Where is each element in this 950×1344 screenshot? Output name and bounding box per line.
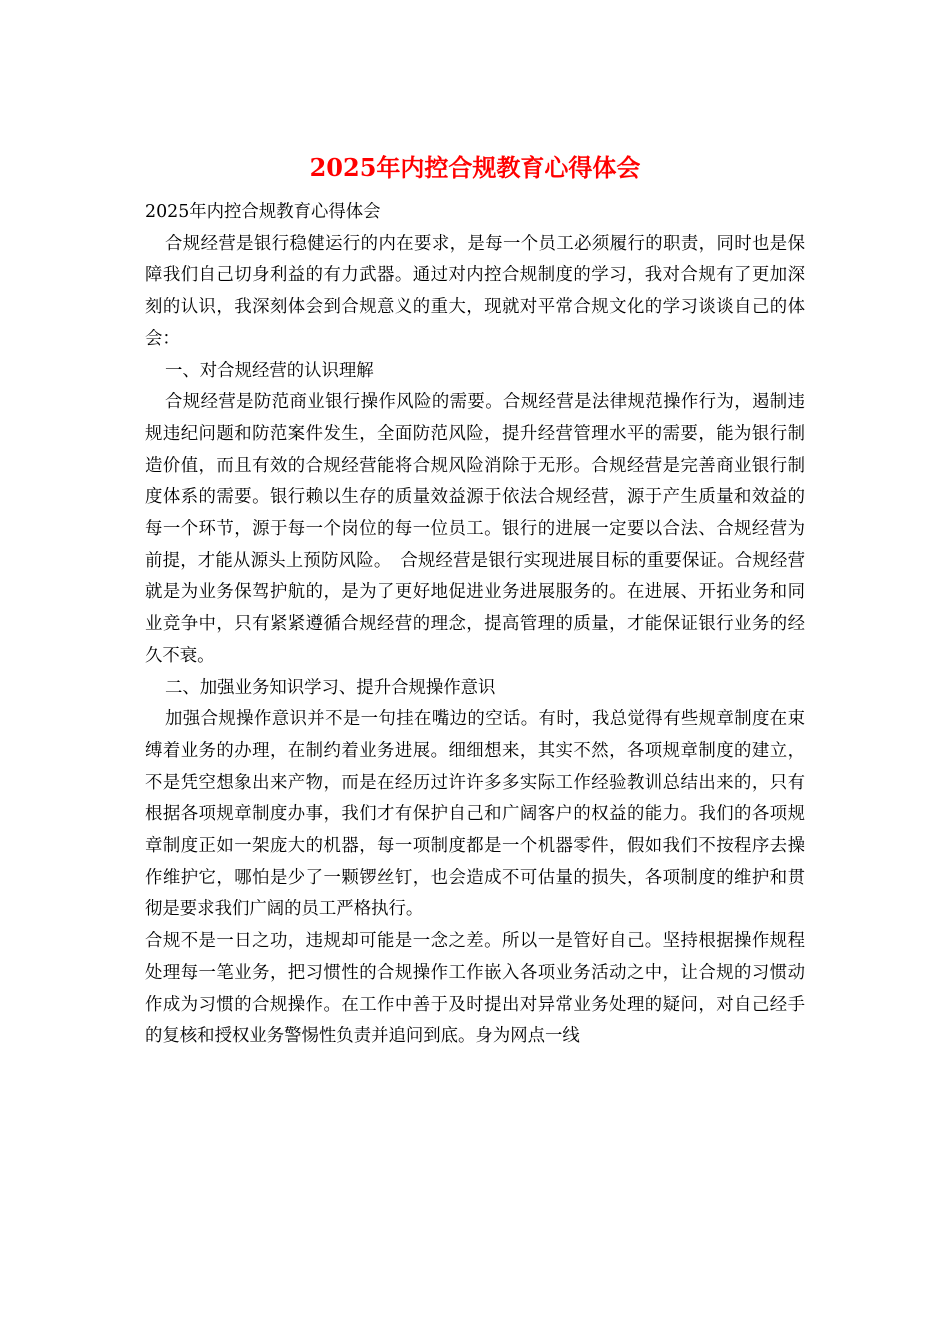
section-heading-2: 二、加强业务知识学习、提升合规操作意识 [165, 677, 496, 698]
intro-paragraph: 合规经营是银行稳健运行的内在要求，是每一个员工必须履行的职责，同时也是保障我们自己切身利益的有力武器。通过对内控合规制度的学习，我对合规有了更加深刻的认识，我深刻体会到合规意义的重大，现就对平常合规文化的学习谈谈自己的体会： [145, 233, 805, 349]
section-1-paragraph: 合规经营是防范商业银行操作风险的需要。合规经营是法律规范操作行为，遏制违规违纪问题和防范案件发生，全面防范风险，提升经营管理水平的需要，能为银行制造价值，而且有效的合规经营能将合规风险消除于无形。合规经营是完善商业银行制度体系的需要。银行赖以生存的质量效益源于依法合规经营，源于产生质量和效益的每一个环节，源于每一个岗位的每一位员工。银行的进展一定要以合法、合规经营为前提，才能从源头上预防风险。 合规经营是银行实现进展目标的重要保证。合规经营就是为业务保驾护航的，是为了更好地促进业务进展服务的。在进展、开拓业务和同业竞争中，只有紧紧遵循合规经营的理念，提高管理的质量，才能保证银行业务的经久不衰。 [145, 392, 805, 666]
section-heading-1: 一、对合规经营的认识理解 [165, 360, 374, 381]
section-2-paragraph-2: 合规不是一日之功，违规却可能是一念之差。所以一是管好自己。坚持根据操作规程处理每一笔业务，把习惯性的合规操作工作嵌入各项业务活动之中，让合规的习惯动作成为习惯的合规操作。在工作中善于及时提出对异常业务处理的疑问，对自己经手的复核和授权业务警惕性负责并追问到底。身为网点一线 [145, 931, 805, 1047]
document-body [145, 197, 805, 1053]
document-title: 2025年内控合规教育心得体会 [309, 153, 641, 182]
document-subtitle-paragraph: 2025年内控合规教育心得体会 [145, 202, 381, 222]
section-2-paragraph-1: 加强合规操作意识并不是一句挂在嘴边的空话。有时，我总觉得有些规章制度在束缚着业务的办理，在制约着业务进展。细细想来，其实不然，各项规章制度的建立，不是凭空想象出来产物，而是在经历过许许多多实际工作经验教训总结出来的，只有根据各项规章制度办事，我们才有保护自己和广阔客户的权益的能力。我们的各项规章制度正如一架庞大的机器，每一项制度都是一个机器零件，假如我们不按程序去操作维护它，哪怕是少了一颗锣丝钉，也会造成不可估量的损失，各项制度的维护和贯彻是要求我们广阔的员工严格执行。 [145, 709, 805, 920]
